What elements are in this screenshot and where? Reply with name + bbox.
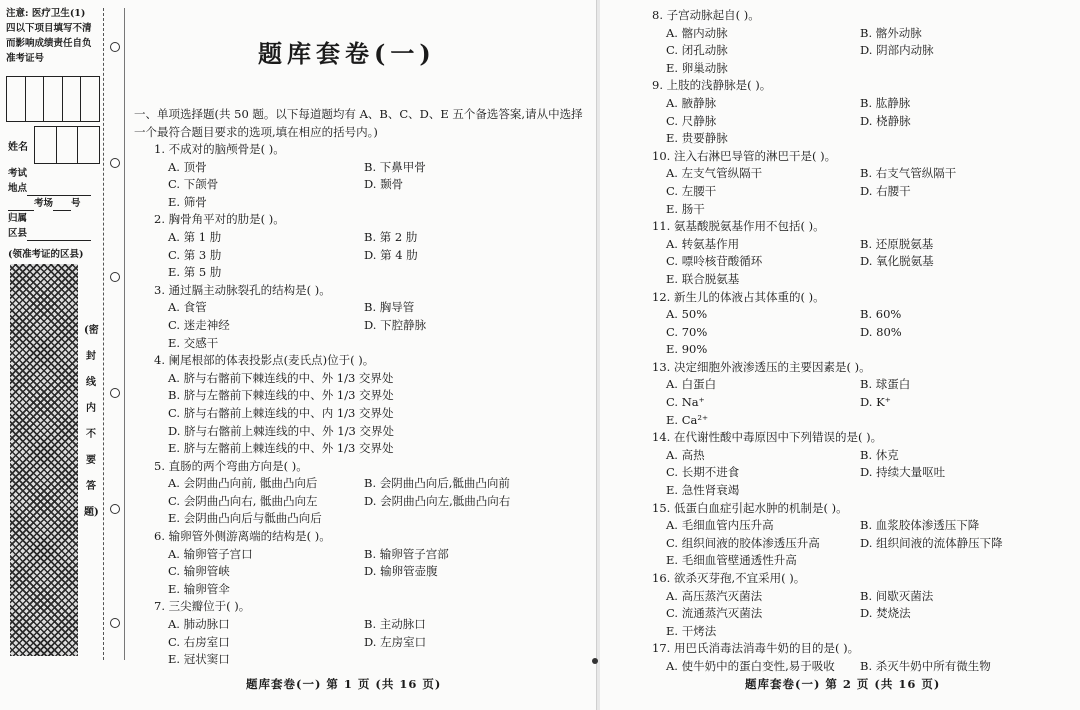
- answer-option[interactable]: C. Na⁺: [666, 395, 705, 410]
- location-field[interactable]: [27, 184, 91, 196]
- question-stem: 5. 直肠的两个弯曲方向是( )。: [154, 458, 308, 473]
- answer-option[interactable]: C. 闭孔动脉: [666, 43, 728, 58]
- question-stem: 13. 决定细胞外液渗透压的主要因素是( )。: [652, 359, 871, 374]
- binding-hole-icon: [110, 272, 120, 282]
- answer-option[interactable]: B. 球蛋白: [860, 377, 911, 392]
- answer-option[interactable]: E. 输卵管伞: [168, 581, 230, 596]
- answer-option[interactable]: D. 持续大量呕吐: [860, 465, 946, 480]
- answer-option[interactable]: C. 流通蒸汽灭菌法: [666, 606, 763, 621]
- page1-questions: [154, 141, 594, 669]
- answer-option[interactable]: A. 使牛奶中的蛋白变性,易于吸收: [666, 658, 835, 673]
- answer-option[interactable]: C. 迷走神经: [168, 317, 230, 332]
- answer-option[interactable]: C. 尺静脉: [666, 113, 717, 128]
- info-line: 地点: [8, 183, 28, 194]
- answer-option[interactable]: A. 会阴曲凸向前, 骶曲凸向后: [168, 476, 318, 491]
- answer-option[interactable]: D. 右腰干: [860, 183, 911, 198]
- answer-option[interactable]: A. 白蛋白: [666, 377, 717, 392]
- question-stem: 4. 阑尾根部的体表投影点(麦氏点)位于( )。: [154, 353, 375, 368]
- answer-option[interactable]: B. 会阴曲凸向后,骶曲凸向前: [364, 476, 510, 491]
- answer-option[interactable]: E. Ca²⁺: [666, 412, 709, 427]
- binding-hole-icon: [110, 42, 120, 52]
- answer-option[interactable]: D. 下腔静脉: [364, 317, 427, 332]
- answer-option[interactable]: A. 转氨基作用: [666, 236, 740, 251]
- answer-option[interactable]: E. 贵要静脉: [666, 131, 728, 146]
- answer-option[interactable]: B. 杀灭牛奶中所有微生物: [860, 658, 991, 673]
- info-line: 号: [71, 198, 81, 209]
- notice-line: 准考证号: [6, 53, 45, 64]
- notice-line: 注意: 医疗卫生(1): [6, 8, 86, 19]
- exam-number-box[interactable]: [6, 76, 100, 122]
- room-field[interactable]: [8, 199, 34, 211]
- binding-hole-icon: [110, 158, 120, 168]
- seal-char: 要: [86, 455, 96, 466]
- answer-option[interactable]: C. 会阴曲凸向右, 骶曲凸向左: [168, 493, 318, 508]
- question-stem: 2. 胸骨角平对的肋是( )。: [154, 212, 285, 227]
- answer-option[interactable]: C. 脐与右髂前上棘连线的中、内 1/3 交界处: [168, 405, 394, 420]
- answer-option[interactable]: A. 肺动脉口: [168, 617, 230, 632]
- question-stem: 3. 通过膈主动脉裂孔的结构是( )。: [154, 282, 331, 297]
- margin-rule: [124, 8, 125, 660]
- answer-option[interactable]: A. 高压蒸汽灭菌法: [666, 588, 763, 603]
- answer-option[interactable]: A. 高热: [666, 447, 705, 462]
- answer-option[interactable]: B. 间歇灭菌法: [860, 588, 934, 603]
- answer-option[interactable]: E. 会阴曲凸向后与骶曲凸向后: [168, 511, 322, 526]
- answer-option[interactable]: E. 急性肾衰竭: [666, 483, 740, 498]
- name-box[interactable]: [34, 126, 100, 164]
- answer-option[interactable]: A. 脐与右髂前下棘连线的中、外 1/3 交界处: [168, 370, 394, 385]
- question-stem: 7. 三尖瓣位于( )。: [154, 599, 251, 614]
- notice-line: 而影响成绩责任自负: [6, 38, 92, 49]
- seal-char: 内: [86, 403, 96, 414]
- answer-option[interactable]: C. 组织间液的胶体渗透压升高: [666, 535, 820, 550]
- answer-option[interactable]: C. 输卵管峡: [168, 564, 230, 579]
- answer-option[interactable]: B. 右支气管纵隔干: [860, 166, 957, 181]
- answer-option[interactable]: D. 桡静脉: [860, 113, 911, 128]
- answer-option[interactable]: B. 胸导管: [364, 300, 415, 315]
- answer-option[interactable]: E. 脐与左髂前上棘连线的中、外 1/3 交界处: [168, 441, 394, 456]
- info-line: 归属: [8, 213, 28, 224]
- page2-footer: 题库套卷(一) 第 2 页 (共 16 页): [745, 677, 941, 691]
- seat-field[interactable]: [53, 199, 71, 211]
- question-stem: 12. 新生儿的体液占其体重的( )。: [652, 289, 825, 304]
- seal-char: 题): [84, 507, 99, 518]
- answer-option[interactable]: A. 左支气管纵隔干: [666, 166, 763, 181]
- answer-option[interactable]: B. 第 2 肋: [364, 229, 418, 244]
- seal-char: 线: [86, 377, 96, 388]
- answer-option[interactable]: B. 休克: [860, 447, 899, 462]
- answer-option[interactable]: D. 焚烧法: [860, 606, 911, 621]
- seal-char: 不: [86, 429, 96, 440]
- answer-option[interactable]: D. 组织间液的流体静压下降: [860, 535, 1003, 550]
- answer-option[interactable]: D. 脐与右髂前上棘连线的中、外 1/3 交界处: [168, 423, 394, 438]
- answer-option[interactable]: E. 90%: [666, 342, 708, 357]
- info-line: 考试: [8, 168, 28, 179]
- answer-option[interactable]: E. 干烤法: [666, 623, 717, 638]
- answer-option[interactable]: E. 筛骨: [168, 194, 207, 209]
- question-stem: 10. 注入右淋巴导管的淋巴干是( )。: [652, 148, 837, 163]
- answer-option[interactable]: E. 肠干: [666, 201, 705, 216]
- answer-option[interactable]: B. 脐与左髂前下棘连线的中、外 1/3 交界处: [168, 388, 394, 403]
- seal-char: 封: [86, 351, 96, 362]
- answer-option[interactable]: A. 腋静脉: [666, 95, 717, 110]
- answer-option[interactable]: B. 下鼻甲骨: [364, 159, 426, 174]
- answer-option[interactable]: A. 输卵管子宫口: [168, 546, 253, 561]
- section-intro: 一、单项选择题(共 50 题。以下每道题均有 A、B、C、D、E 五个备选答案,请从中选择一个最符合题目要求的选项,填在相应的括号内。): [134, 107, 583, 139]
- exam-info: [8, 166, 102, 262]
- answer-option[interactable]: D. 80%: [860, 324, 902, 339]
- notice-line: 四以下项目填写不清: [6, 23, 92, 34]
- answer-option[interactable]: B. 还原脱氨基: [860, 236, 934, 251]
- answer-option[interactable]: B. 髂外动脉: [860, 25, 922, 40]
- answer-option[interactable]: D. 输卵管壶腹: [364, 564, 438, 579]
- page-title: 题库套卷(一): [258, 39, 436, 68]
- question-stem: 11. 氨基酸脱氨基作用不包括( )。: [652, 219, 825, 234]
- answer-option[interactable]: A. 第 1 肋: [168, 229, 222, 244]
- answer-option[interactable]: C. 下颌骨: [168, 177, 219, 192]
- answer-option[interactable]: D. K⁺: [860, 395, 891, 410]
- answer-option[interactable]: C. 嘌呤核苷酸循环: [666, 254, 763, 269]
- page2-questions: [652, 7, 1072, 676]
- seal-char: (密: [84, 325, 99, 336]
- answer-option[interactable]: A. 顶骨: [168, 159, 207, 174]
- district-field[interactable]: [27, 229, 91, 241]
- binding-hole-icon: [110, 388, 120, 398]
- answer-option[interactable]: B. 输卵管子宫部: [364, 546, 449, 561]
- answer-option[interactable]: C. 右房室口: [168, 634, 230, 649]
- answer-option[interactable]: E. 卵巢动脉: [666, 60, 728, 75]
- answer-option[interactable]: B. 肱静脉: [860, 95, 911, 110]
- answer-option[interactable]: A. 髂内动脉: [666, 25, 728, 40]
- binding-hole-icon: [110, 504, 120, 514]
- name-label: 姓名: [8, 142, 28, 153]
- answer-option[interactable]: C. 70%: [666, 324, 708, 339]
- answer-option[interactable]: D. 会阴曲凸向左,骶曲凸向右: [364, 493, 511, 508]
- question-stem: 9. 上肢的浅静脉是( )。: [652, 78, 772, 93]
- answer-option[interactable]: E. 冠状窦口: [168, 652, 230, 667]
- question-stem: 14. 在代谢性酸中毒原因中下列错误的是( )。: [652, 430, 883, 445]
- answer-option[interactable]: A. 毛细血管内压升高: [666, 518, 774, 533]
- page1-footer: 题库套卷(一) 第 1 页 (共 16 页): [246, 677, 442, 691]
- hatched-seal-area: [10, 264, 78, 656]
- question-stem: 16. 欲杀灭芽孢,不宜采用( )。: [652, 571, 806, 585]
- page-gutter: [596, 0, 600, 710]
- answer-option[interactable]: D. 第 4 肋: [364, 247, 418, 262]
- seal-line-text: [84, 318, 98, 526]
- info-line: 区县: [8, 228, 28, 239]
- answer-option[interactable]: B. 60%: [860, 307, 902, 322]
- answer-option[interactable]: E. 毛细血管壁通透性升高: [666, 553, 797, 568]
- answer-option[interactable]: E. 第 5 肋: [168, 265, 222, 280]
- answer-option[interactable]: D. 阴部内动脉: [860, 43, 934, 58]
- seal-dashed-line: [103, 8, 104, 660]
- answer-option[interactable]: E. 联合脱氨基: [666, 271, 740, 286]
- info-line: 考场: [34, 198, 54, 209]
- answer-option[interactable]: A. 食管: [168, 300, 207, 315]
- binding-hole-icon: [110, 618, 120, 628]
- answer-option[interactable]: A. 50%: [666, 307, 708, 322]
- answer-option[interactable]: E. 交感干: [168, 335, 219, 350]
- question-stem: 17. 用巴氏消毒法消毒牛奶的目的是( )。: [652, 641, 860, 656]
- district-instruction: (领准考证的区县): [8, 249, 84, 260]
- answer-option[interactable]: B. 主动脉口: [364, 617, 426, 632]
- answer-option[interactable]: D. 颞骨: [364, 177, 404, 192]
- question-stem: 8. 子宫动脉起自( )。: [652, 8, 760, 22]
- question-stem: 15. 低蛋白血症引起水肿的机制是( )。: [652, 500, 848, 515]
- seal-char: 答: [86, 481, 96, 492]
- question-stem: 6. 输卵管外侧游离端的结构是( )。: [154, 529, 331, 544]
- answer-option[interactable]: B. 血浆胶体渗透压下降: [860, 518, 980, 533]
- answer-option[interactable]: C. 第 3 肋: [168, 247, 222, 262]
- answer-option[interactable]: C. 左腰干: [666, 183, 717, 198]
- answer-option[interactable]: C. 长期不进食: [666, 465, 740, 480]
- answer-option[interactable]: D. 左房室口: [364, 634, 427, 649]
- question-stem: 1. 不成对的脑颅骨是( )。: [154, 142, 285, 156]
- answer-option[interactable]: D. 氧化脱氨基: [860, 254, 934, 269]
